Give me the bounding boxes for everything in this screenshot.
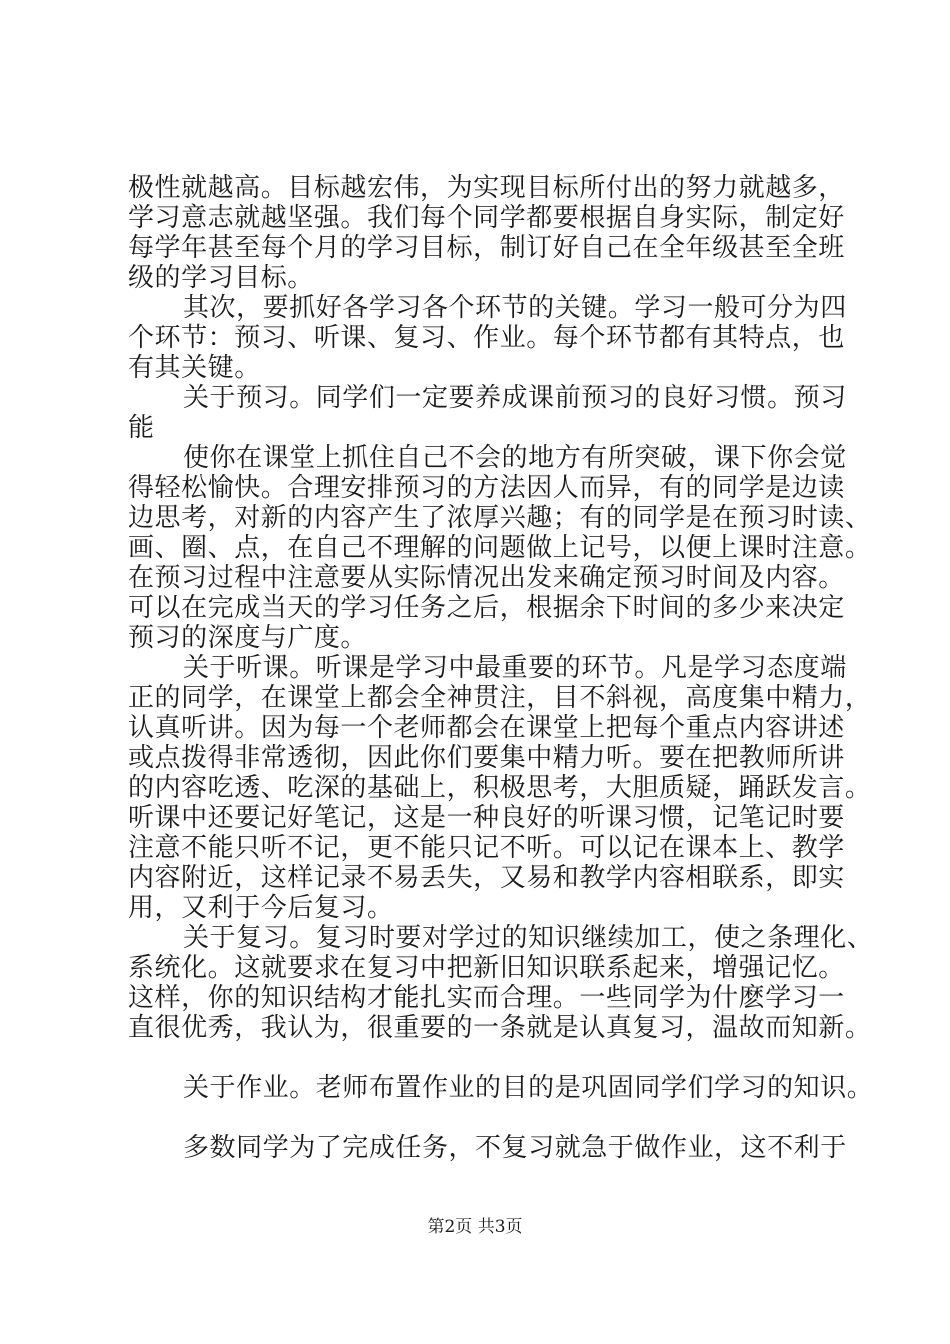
page-footer: 第2页 共3页 [427, 1217, 523, 1237]
text-line: 注意不能只听不记，更不能只记不听。可以记在课本上、教学 [128, 833, 845, 863]
text-line: 正的同学，在课堂上都会全神贯注，目不斜视，高度集中精力， [128, 683, 872, 713]
paragraph-gap [128, 1043, 858, 1073]
text-line: 个环节：预习、听课、复习、作业。每个环节都有其特点，也 [128, 323, 845, 353]
text-line: 认真听讲。因为每一个老师都会在课堂上把每个重点内容讲述 [128, 713, 845, 743]
body-text [128, 173, 874, 1163]
text-line: 听课中还要记好笔记，这是一种良好的听课习惯，记笔记时要 [128, 803, 845, 833]
text-line: 极性就越高。目标越宏伟，为实现目标所付出的努力就越多， [128, 173, 845, 203]
text-line: 有其关键。 [128, 353, 261, 383]
text-line: 或点拨得非常透彻，因此你们要集中精力听。要在把教师所讲 [128, 743, 845, 773]
text-line: 用，又利于今后复习。 [128, 893, 394, 923]
text-line: 关于听课。听课是学习中最重要的环节。凡是学习态度端 [183, 653, 847, 683]
text-line: 关于预习。同学们一定要养成课前预习的良好习惯。预习 [183, 383, 847, 413]
text-line: 预习的深度与广度。 [128, 623, 367, 653]
text-line: 得轻松愉快。合理安排预习的方法因人而异，有的同学是边读 [128, 473, 845, 503]
text-line: 其次，要抓好各学习各个环节的关键。学习一般可分为四 [183, 293, 847, 323]
text-line: 直很优秀，我认为，很重要的一条就是认真复习，温故而知新。 [128, 1013, 872, 1043]
text-line: 学习意志就越坚强。我们每个同学都要根据自身实际，制定好 [128, 203, 845, 233]
text-line: 关于复习。复习时要对学过的知识继续加工，使之条理化、 [183, 923, 874, 953]
text-line: 这样，你的知识结构才能扎实而合理。一些同学为什麽学习一 [128, 983, 845, 1013]
text-line: 的内容吃透、吃深的基础上，积极思考，大胆质疑，踊跃发言。 [128, 773, 872, 803]
paragraph-gap [128, 1103, 858, 1133]
text-line: 边思考，对新的内容产生了浓厚兴趣；有的同学是在预习时读、 [128, 503, 872, 533]
text-line: 系统化。这就要求在复习中把新旧知识联系起来，增强记忆。 [128, 953, 845, 983]
text-line: 可以在完成当天的学习任务之后，根据余下时间的多少来决定 [128, 593, 845, 623]
text-line: 画、圈、点，在自己不理解的问题做上记号，以便上课时注意。 [128, 533, 872, 563]
text-line: 在预习过程中注意要从实际情况出发来确定预习时间及内容。 [128, 563, 845, 593]
text-line: 每学年甚至每个月的学习目标，制订好自己在全年级甚至全班 [128, 233, 845, 263]
text-line: 内容附近，这样记录不易丢失，又易和教学内容相联系，即实 [128, 863, 845, 893]
text-line: 能 [128, 413, 155, 443]
text-line: 关于作业。老师布置作业的目的是巩固同学们学习的知识。 [183, 1073, 874, 1103]
text-line: 级的学习目标。 [128, 263, 314, 293]
text-line: 使你在课堂上抓住自己不会的地方有所突破，课下你会觉 [183, 443, 847, 473]
text-line: 多数同学为了完成任务，不复习就急于做作业，这不利于 [183, 1133, 847, 1163]
